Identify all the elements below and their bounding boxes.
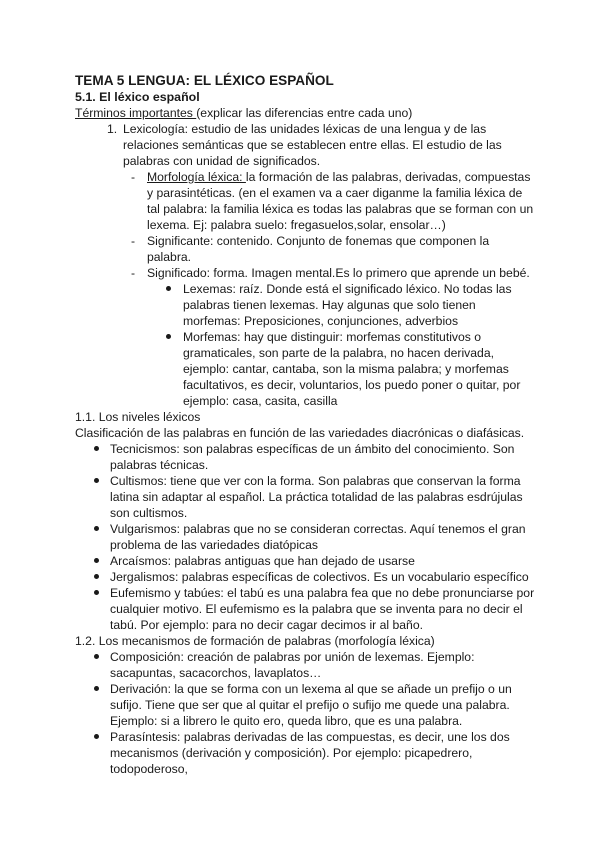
dash-item-significado	[75, 265, 535, 281]
item-underlined: Morfología léxica:	[147, 170, 246, 184]
dash-marker: -	[131, 170, 136, 184]
bullet-item	[75, 729, 535, 777]
bullet-item	[75, 569, 535, 585]
intro-underlined: Términos importantes	[75, 106, 197, 120]
item-text: Eufemismo y tabúes: el tabú es una palabra fea que no debe pronunciarse por cualquier motivo. El eufemismo es la palabra que se inventa para no decir el tabú. Por ejemplo: para no decir cagar decimos ir al baño.	[110, 586, 535, 632]
bullet-icon	[94, 569, 99, 585]
document-title: TEMA 5 LENGUA: EL LÉXICO ESPAÑOL	[75, 73, 334, 88]
intro-line	[75, 105, 535, 121]
dash-marker: -	[131, 266, 136, 280]
bullet-icon	[94, 553, 99, 569]
bullet-icon	[94, 585, 99, 601]
section-heading-niveles: 1.1. Los niveles léxicos	[75, 410, 201, 424]
item-text: Jergalismos: palabras específicas de colectivos. Es un vocabulario específico	[110, 570, 529, 584]
item-text: Vulgarismos: palabras que no se consideran correctas. Aquí tenemos el gran problema de las variedades diatópicas	[110, 522, 526, 552]
bullet-icon	[166, 281, 171, 297]
section-intro-niveles: Clasificación de las palabras en función de las variedades diacrónicas o diafásicas.	[75, 426, 525, 440]
bullet-item	[75, 649, 535, 681]
bullet-icon	[94, 521, 99, 537]
item-text: Parasíntesis: palabras derivadas de las compuestas, es decir, une los dos mecanismos (derivación y composición). Por ejemplo: picapedrero, todopoderoso,	[110, 730, 510, 776]
section-heading-mecanismos: 1.2. Los mecanismos de formación de palabras (morfología léxica)	[75, 634, 435, 648]
document-body	[75, 72, 535, 777]
item-text: Significante: contenido. Conjunto de fonemas que componen la palabra.	[147, 234, 490, 264]
bullet-item	[75, 585, 535, 633]
dash-marker: -	[131, 234, 136, 248]
bullet-item-lexemas	[75, 281, 535, 329]
list-number: 1.	[107, 122, 118, 136]
section-heading-lexico: 5.1. El léxico español	[75, 90, 200, 104]
dash-item-significante	[75, 233, 535, 265]
bullet-item	[75, 521, 535, 553]
bullet-item	[75, 553, 535, 569]
item-text: la formación de las palabras, derivadas, compuestas y parasintéticas. (en el examen va a caer diganme la familia léxica de tal palabra: la familia léxica es todas las palabras que se forman con un lexema. Ej: palabra suelo: fregasuelos,solar, ensolar…)	[147, 170, 534, 232]
bullet-item	[75, 681, 535, 729]
item-text: Tecnicismos: son palabras específicas de un ámbito del conocimiento. Son palabras técnicas.	[110, 442, 515, 472]
bullet-item	[75, 441, 535, 473]
bullet-item-morfemas	[75, 329, 535, 409]
bullet-icon	[94, 649, 99, 665]
intro-rest: (explicar las diferencias entre cada uno)	[196, 106, 413, 120]
bullet-item	[75, 473, 535, 521]
item-text: Lexemas: raíz. Donde está el significado léxico. No todas las palabras tienen lexemas. Hay algunas que solo tienen morfemas: Preposiciones, conjunciones, adverbios	[183, 282, 512, 328]
item-text: Arcaísmos: palabras antiguas que han dejado de usarse	[110, 554, 415, 568]
item-text: Lexicología: estudio de las unidades léxicas de una lengua y de las relaciones semánticas que se establecen entre ellas. El estudio de las palabras con unidad de significados.	[123, 122, 502, 168]
item-text: Derivación: la que se forma con un lexema al que se añade un prefijo o un sufijo. Tiene que ser que al quitar el prefijo o sufijo me quede una palabra. Ejemplo: si a librero le quito ero, queda libro, que es una palabra.	[110, 682, 512, 728]
item-text: Cultismos: tiene que ver con la forma. Son palabras que conservan la forma latina sin adaptar al español. La práctica totalidad de las palabras esdrújulas son cultismos.	[110, 474, 523, 520]
bullet-icon	[94, 681, 99, 697]
bullet-icon	[94, 729, 99, 745]
bullet-icon	[94, 441, 99, 457]
item-text: Composición: creación de palabras por unión de lexemas. Ejemplo: sacapuntas, sacacorchos, lavaplatos…	[110, 650, 475, 680]
bullet-icon	[166, 329, 171, 345]
numbered-item-lexicologia	[75, 121, 535, 169]
item-text: Morfemas: hay que distinguir: morfemas constitutivos o gramaticales, son parte de la palabra, no hacen derivada, ejemplo: cantar, cantaba, son la misma palabra; y morfemas facultativos, es decir, voluntarios, los puedo poner o quitar, por ejemplo: casa, casita, casilla	[183, 330, 521, 408]
dash-item-morfologia	[75, 169, 535, 233]
item-text: Significado: forma. Imagen mental.Es lo primero que aprende un bebé.	[147, 266, 530, 280]
bullet-icon	[94, 473, 99, 489]
